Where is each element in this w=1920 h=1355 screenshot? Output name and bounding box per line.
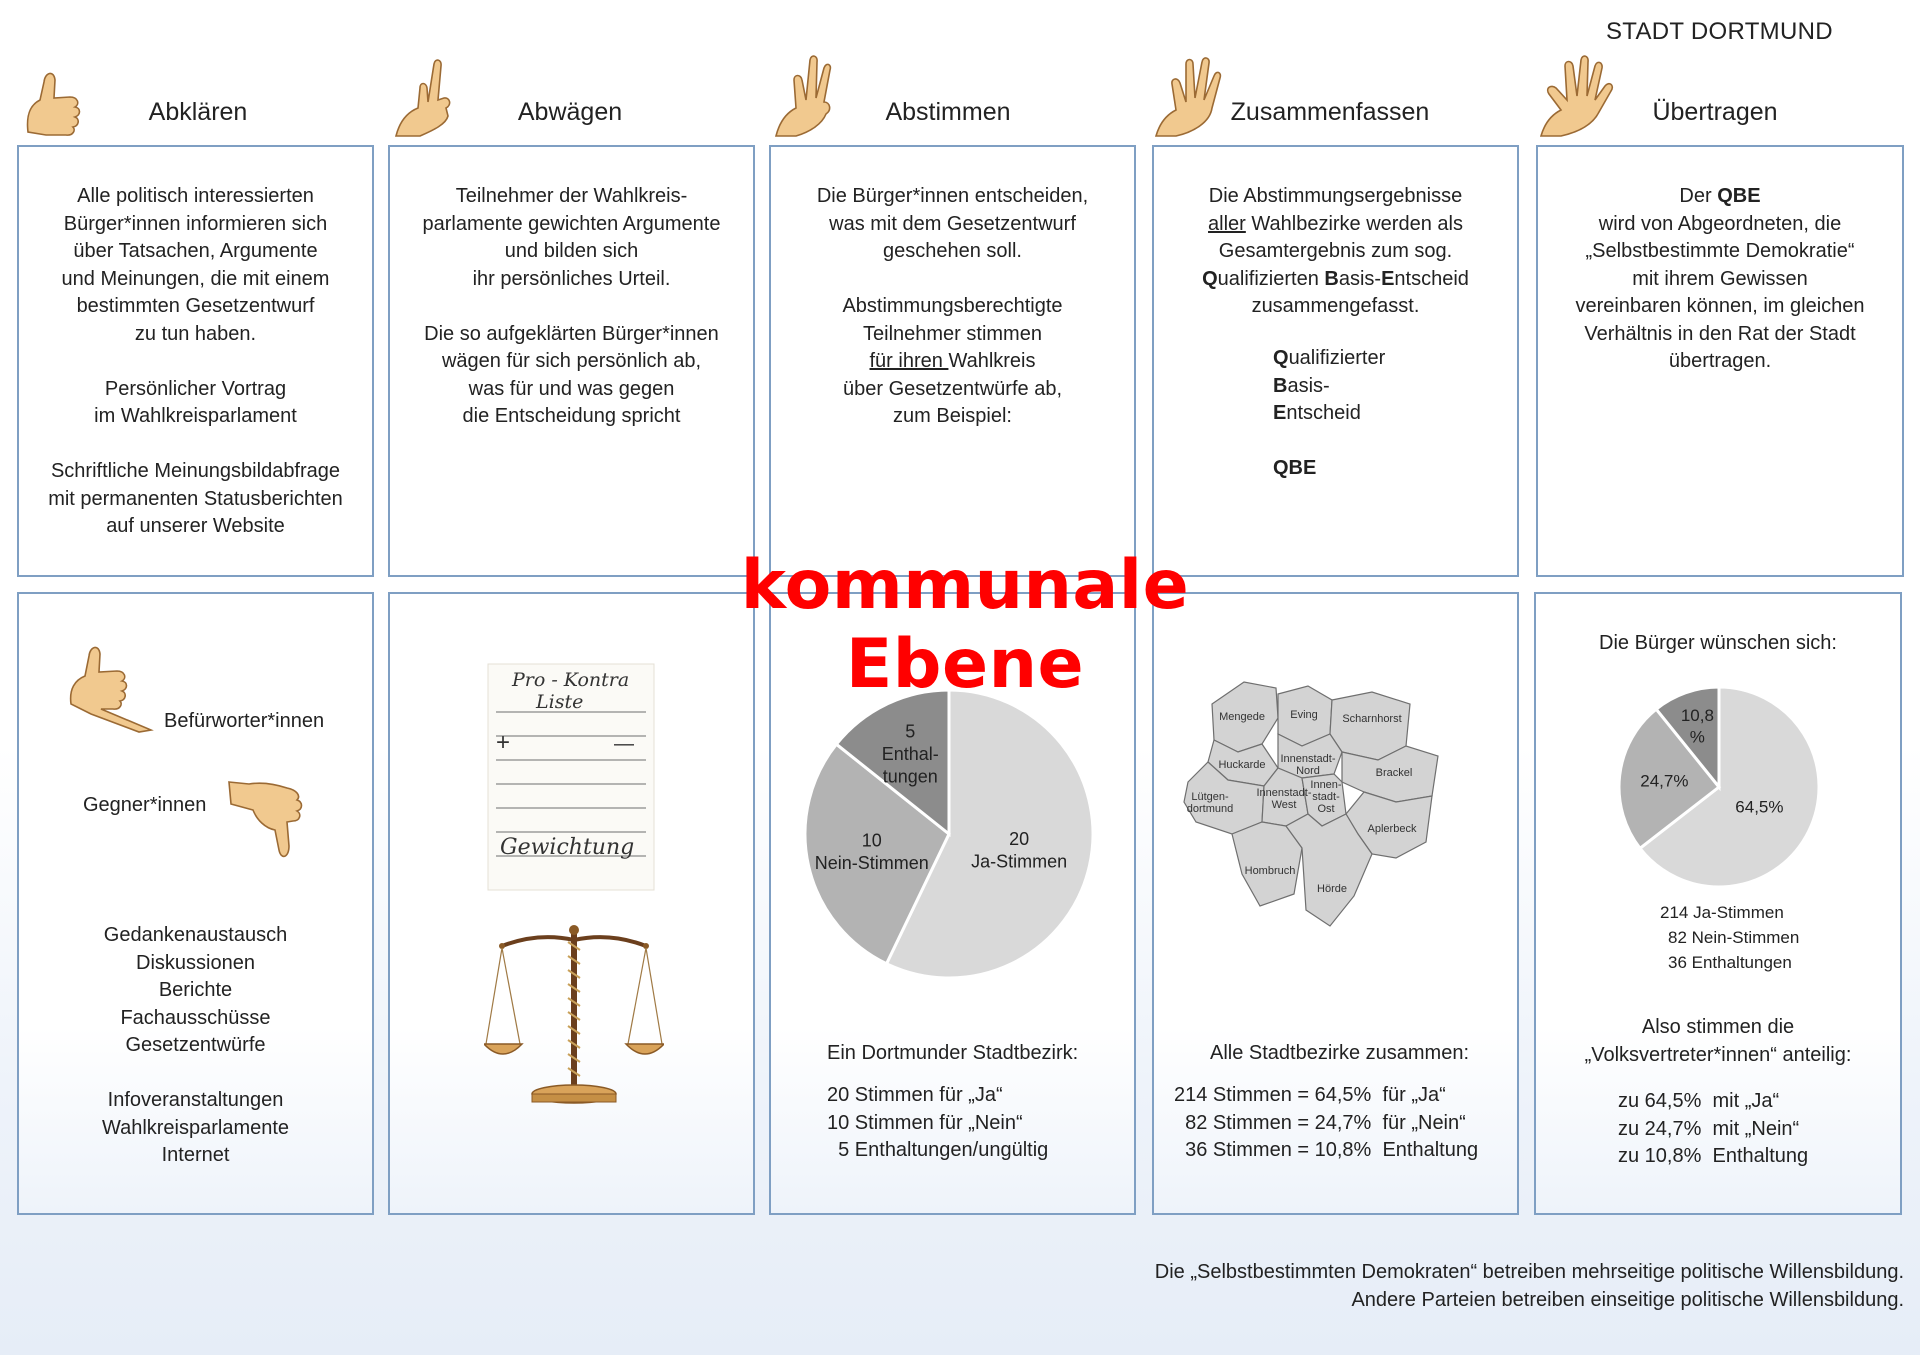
acronym-line	[1273, 373, 1517, 401]
note-plus: +	[496, 729, 511, 756]
pro-contra-note	[486, 662, 656, 892]
text-line: Die Abstimmungsergebnisse	[1208, 185, 1463, 207]
text-line: auf unserer Website	[106, 515, 285, 537]
text-line: bestimmten Gesetzentwurf	[76, 295, 315, 317]
column-header-abstimmen	[768, 50, 1128, 140]
text-line: und Meinungen, die mit einem	[61, 267, 330, 290]
district-label: stadt-	[1312, 791, 1340, 803]
text-line: zusammengefasst.	[1251, 295, 1420, 317]
box-abwaegen-top	[388, 145, 755, 577]
text-line	[390, 293, 753, 321]
bold-initial: Q	[1202, 267, 1218, 290]
thumbs-down-hand-icon	[227, 774, 337, 874]
result-line: 5 Enthaltungen/ungültig	[827, 1139, 1049, 1161]
pie-label: 5	[905, 721, 916, 742]
text-line: wird von Abgeordneten, die	[1598, 212, 1842, 235]
bold-initial: E	[1381, 267, 1395, 290]
bold-initial: B	[1273, 374, 1288, 397]
text-line	[771, 348, 1134, 376]
result-line: 82 Stimmen = 24,7% für „Nein“	[1174, 1111, 1466, 1134]
map-caption: Alle Stadtbezirke zusammen:	[1210, 1042, 1470, 1064]
pie-label: Nein-Stimmen	[814, 853, 929, 874]
pie-label: 20	[1009, 829, 1030, 850]
district-label: Scharnhorst	[1342, 713, 1402, 725]
column-title: Zusammenfassen	[1230, 98, 1430, 126]
text-line: Schriftliche Meinungsbildabfrage	[50, 460, 341, 482]
list-item: Infoveranstaltungen	[107, 1089, 284, 1111]
text-part: Wahlbezirke werden als	[1245, 212, 1463, 235]
text-part: asis-	[1287, 374, 1330, 397]
list-item	[19, 1060, 372, 1088]
text-line: die Entscheidung spricht	[462, 405, 681, 427]
district-label: Innen-	[1310, 779, 1342, 791]
district-label: Innenstadt-	[1256, 787, 1312, 799]
gegner-label: Gegner*innen	[83, 794, 207, 816]
underlined-text: aller	[1208, 212, 1246, 235]
pie1-caption: Ein Dortmunder Stadtbezirk:	[827, 1042, 1079, 1064]
acronym-line	[1273, 400, 1517, 428]
text-line: mit permanenten Statusberichten	[48, 487, 343, 510]
text-line: übertragen.	[1668, 350, 1772, 372]
text-line	[19, 348, 372, 376]
text-line: Gesamtergebnis zum sog.	[1218, 240, 1453, 262]
befuerworter-label: Befürworter*innen	[164, 710, 325, 732]
column-title: Abklären	[148, 98, 248, 126]
text-line: im Wahlkreisparlament	[94, 405, 297, 427]
text-part: asis-	[1338, 267, 1382, 290]
text-line: Teilnehmer stimmen	[863, 322, 1042, 345]
underlined-text: für ihren	[869, 350, 949, 372]
bold-initial: B	[1324, 267, 1339, 290]
pie-label: %	[1689, 727, 1705, 747]
bold-initial: Q	[1273, 347, 1289, 369]
text-line: Bürger*innen informieren sich	[63, 212, 328, 235]
text-line: geschehen soll.	[883, 240, 1022, 262]
text-line: mit ihrem Gewissen	[1632, 267, 1808, 290]
therefore-line: Also stimmen die	[1641, 1016, 1795, 1038]
text-line	[1538, 183, 1902, 211]
district-label: Lütgen-	[1191, 791, 1229, 803]
text-line: Persönlicher Vortrag	[104, 377, 287, 400]
list-item: Berichte	[158, 979, 233, 1001]
column-title: Übertragen	[1652, 98, 1778, 126]
count-line: 214 Ja-Stimmen	[1660, 903, 1784, 922]
text-line: wägen für sich persönlich ab,	[441, 350, 702, 372]
result-line: 36 Stimmen = 10,8% Enthaltung	[1174, 1139, 1479, 1161]
text-line: Verhältnis in den Rat der Stadt	[1584, 322, 1856, 345]
district-label: Hombruch	[1244, 865, 1296, 877]
acronym-qbe	[1273, 455, 1517, 483]
footer-note	[1155, 1258, 1904, 1314]
pie-chart-gesamt	[1614, 682, 1824, 892]
result-line: 214 Stimmen = 64,5% für „Ja“	[1174, 1084, 1446, 1106]
district-label: Hörde	[1317, 883, 1347, 895]
list-item: Gesetzentwürfe	[125, 1034, 266, 1056]
box-abstimmen-top	[769, 145, 1136, 577]
note-title-1: Pro - Kontra	[512, 669, 630, 691]
result-line: 20 Stimmen für „Ja“	[827, 1084, 1003, 1106]
text-line: und bilden sich	[504, 240, 639, 262]
text-line: ihr persönliches Urteil.	[472, 267, 671, 290]
text-line	[19, 431, 372, 459]
text-line	[1154, 266, 1517, 294]
district-label: Ost	[1317, 803, 1335, 815]
pie-label: 10	[861, 830, 882, 851]
district-label: dortmund	[1186, 803, 1234, 815]
district-hombruch	[1232, 822, 1302, 906]
pie-label: 10,8	[1680, 706, 1714, 726]
text-line: parlamente gewichten Argumente	[422, 212, 721, 235]
box-zusammenfassen-top	[1152, 145, 1519, 577]
pie-chart-stadtbezirk	[799, 684, 1099, 984]
result-line: 10 Stimmen für „Nein“	[827, 1111, 1023, 1134]
note-minus: —	[614, 733, 634, 755]
box-uebertragen-top	[1536, 145, 1904, 577]
text-line: Die so aufgeklärten Bürger*innen	[424, 322, 719, 345]
text-line: vereinbaren können, im gleichen	[1575, 295, 1865, 317]
text-line: Teilnehmer der Wahlkreis-	[455, 185, 688, 207]
share-line: zu 24,7% mit „Nein“	[1618, 1117, 1800, 1140]
therefore-line: „Volksvertreter*innen“ anteilig:	[1584, 1043, 1852, 1066]
list-item: Fachausschüsse	[120, 1006, 271, 1029]
share-line: zu 64,5% mit „Ja“	[1618, 1090, 1780, 1112]
text-line: was mit dem Gesetzentwurf	[829, 212, 1076, 235]
text-line: „Selbstbestimmte Demokratie“	[1585, 240, 1855, 262]
text-line: zum Beispiel:	[893, 405, 1012, 427]
text-part: Der	[1679, 185, 1718, 207]
district-label: Aplerbeck	[1367, 823, 1417, 835]
dortmund-district-map	[1182, 674, 1492, 964]
box-abklaeren-bottom	[17, 592, 374, 1215]
note-title-2: Liste	[536, 691, 584, 713]
list-item: Internet	[161, 1144, 230, 1166]
center-label-kommunale-ebene: kommunale Ebene	[740, 546, 1190, 704]
column-header-zusammenfassen	[1150, 50, 1510, 140]
column-title: Abwägen	[517, 98, 623, 126]
bold-initial: E	[1273, 402, 1287, 424]
text-line: über Gesetzentwürfe ab,	[842, 377, 1062, 400]
district-label: Eving	[1290, 709, 1318, 721]
pie-label: Enthal-	[881, 743, 939, 764]
box-uebertragen-bottom	[1534, 592, 1902, 1215]
blank-line	[771, 266, 1134, 294]
pie-label: 24,7%	[1640, 771, 1689, 791]
text-line: Alle politisch interessierten	[77, 185, 314, 207]
thumbs-up-hand-icon	[61, 634, 171, 734]
note-footer: Gewichtung	[500, 835, 635, 860]
pie-label: tungen	[882, 766, 938, 787]
text-line	[1154, 211, 1517, 239]
balance-scale-icon	[484, 922, 664, 1112]
district-label: Innenstadt-	[1280, 753, 1336, 765]
text-line: was für und was gegen	[468, 377, 675, 400]
text-line: Die Bürger*innen entscheiden,	[816, 185, 1089, 207]
district-label: Nord	[1296, 765, 1320, 777]
blank-line	[1273, 428, 1517, 456]
column-header-uebertragen	[1535, 50, 1895, 140]
city-brand: STADT DORTMUND	[1606, 18, 1833, 45]
text-part: ntscheid	[1286, 402, 1361, 424]
text-part: ualifizierten	[1217, 267, 1325, 290]
district-label: Brackel	[1375, 767, 1413, 779]
text-part: ntscheid	[1394, 267, 1469, 290]
count-line: 36 Enthaltungen	[1668, 953, 1792, 972]
text-line: Abstimmungsberechtigte	[842, 295, 1063, 317]
district-label: West	[1271, 799, 1297, 811]
text-part: ualifizierter	[1288, 347, 1386, 369]
district-label: Huckarde	[1218, 759, 1266, 771]
box-abklaeren-top	[17, 145, 374, 577]
text-line: zu tun haben.	[134, 322, 257, 345]
pie-label: Ja-Stimmen	[971, 851, 1068, 872]
column-header-abwaegen	[390, 50, 750, 140]
wishes-heading: Die Bürger wünschen sich:	[1599, 632, 1837, 654]
count-line: 82 Nein-Stimmen	[1668, 928, 1800, 947]
district-label: Mengede	[1219, 711, 1265, 723]
text-part: Wahlkreis	[948, 350, 1036, 372]
acronym-block	[1273, 345, 1517, 483]
text-line: über Tatsachen, Argumente	[73, 240, 318, 262]
list-item: Gedankenaustausch	[103, 924, 288, 946]
pie-label: 64,5%	[1735, 797, 1784, 817]
footer-line-1: Die „Selbstbestimmten Demokraten“ betreiben mehrseitige politische Willensbildung.	[1154, 1261, 1904, 1283]
qbe-bold: QBE	[1717, 185, 1761, 207]
footer-line-2: Andere Parteien betreiben einseitige politische Willensbildung.	[1351, 1289, 1904, 1311]
qbe-label: QBE	[1273, 457, 1317, 479]
column-header-abklaeren	[18, 50, 378, 140]
share-line: zu 10,8% Enthaltung	[1618, 1145, 1809, 1167]
list-item: Wahlkreisparlamente	[101, 1116, 290, 1139]
list-item: Diskussionen	[136, 951, 255, 974]
column-title: Abstimmen	[885, 98, 1011, 126]
acronym-line	[1273, 345, 1517, 373]
